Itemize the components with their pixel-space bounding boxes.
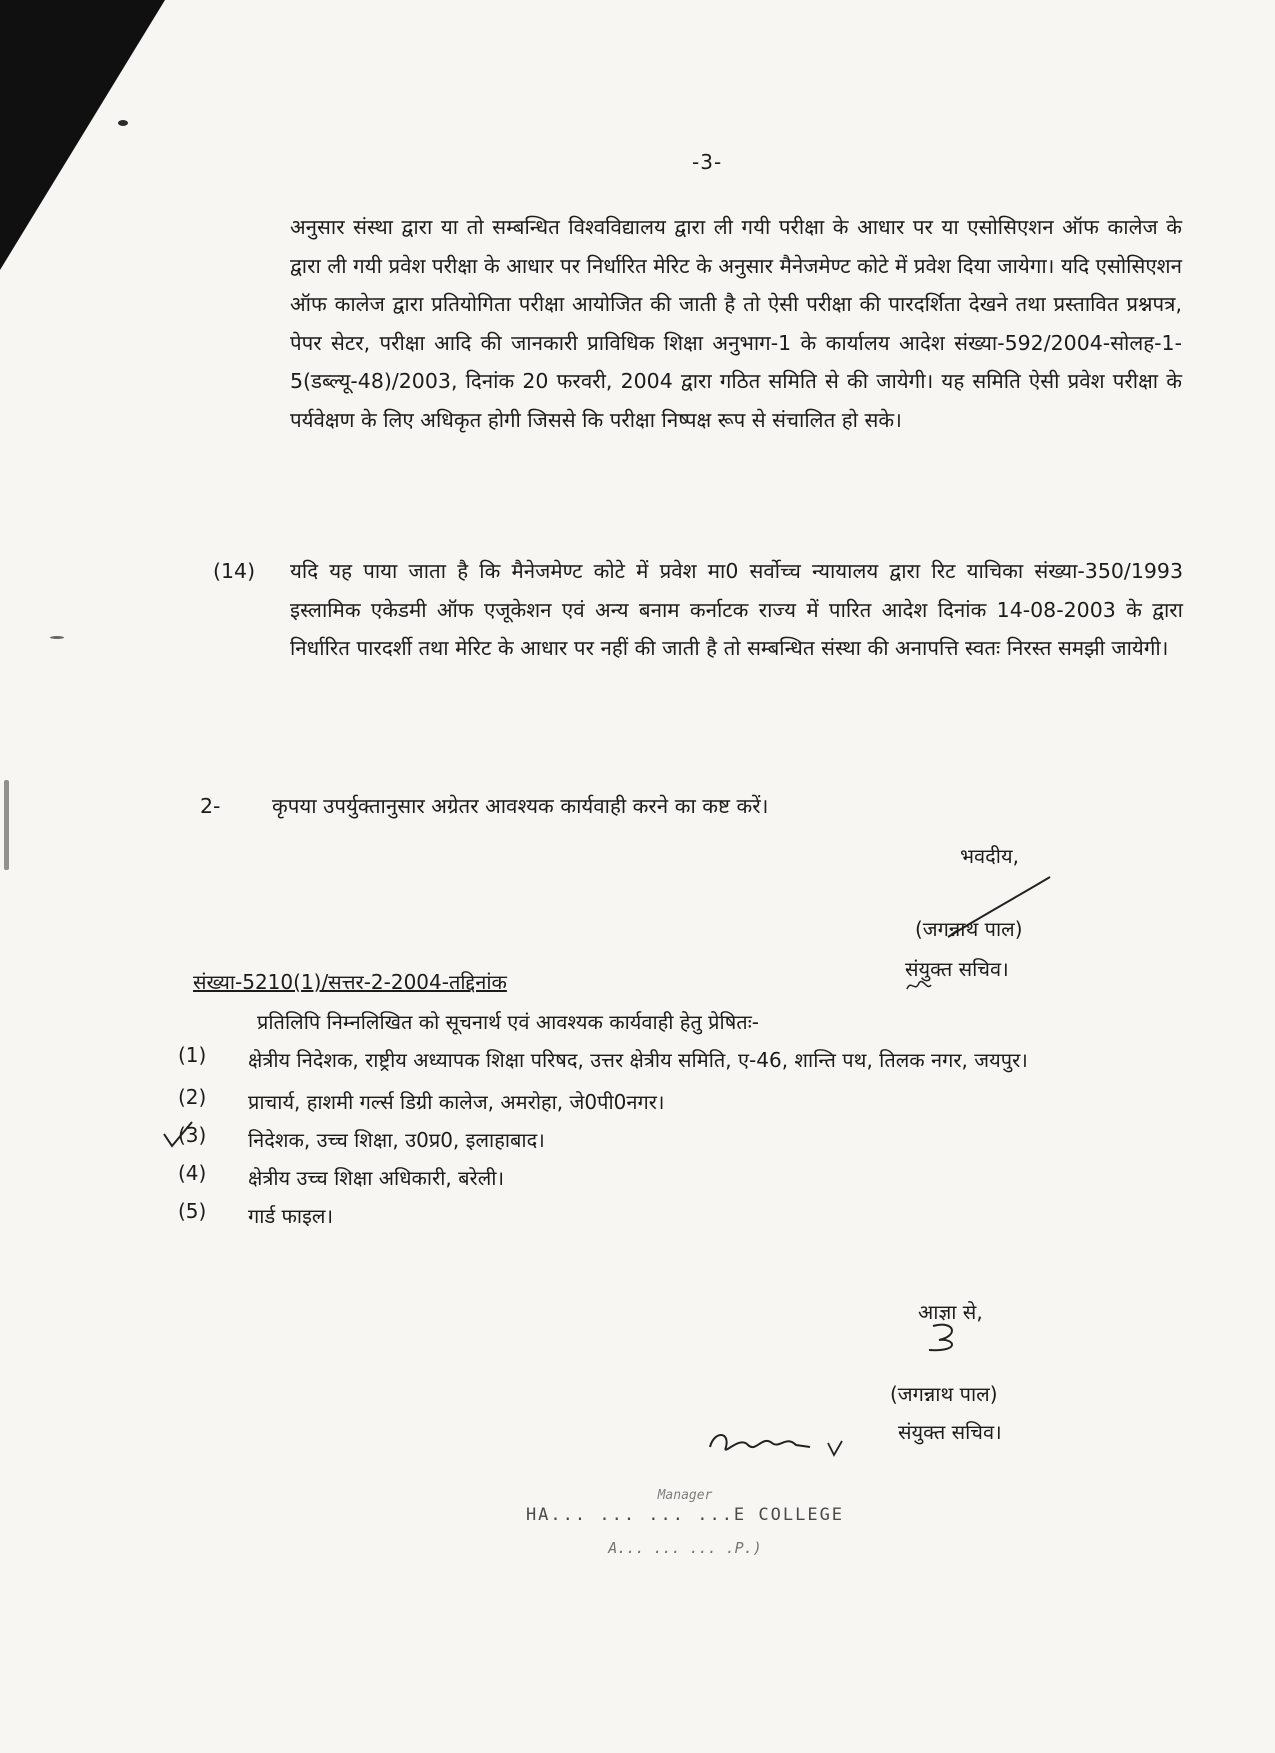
scan-speck (50, 636, 64, 639)
list-item (178, 1043, 1178, 1077)
stamp-line: A... ... ... .P.) (608, 1539, 762, 1557)
list-item-number: (1) (178, 1043, 207, 1067)
clause-text: कृपया उपर्युक्तानुसार अग्रेतर आवश्यक कार्यवाही करने का कष्ट करें। (272, 794, 769, 818)
closing-name: (जगन्नाथ पाल) (915, 917, 1023, 941)
list-item-text: क्षेत्रीय निदेशक, राष्ट्रीय अध्यापक शिक्षा परिषद, उत्तर क्षेत्रीय समिति, ए-46, शान्ति पथ, तिलक नगर, जयपुर। (248, 1048, 1028, 1072)
scan-speck (4, 780, 9, 870)
stamp-line: HA... ... ... ...E COLLEGE (525, 1505, 845, 1525)
list-item (178, 1199, 1178, 1233)
closing-salutation: भवदीय, (960, 844, 1019, 868)
list-item (178, 1161, 1178, 1195)
initial-mark (905, 975, 935, 995)
clause-number: 2- (200, 794, 221, 818)
list-item-number: (5) (178, 1199, 207, 1223)
clause-2 (200, 787, 1180, 827)
clause-14 (213, 552, 1183, 752)
clause-text: यदि यह पाया जाता है कि मैनेजमेण्ट कोटे में प्रवेश मा0 सर्वोच्च न्यायालय द्वारा रिट याचिका संख्या-350/1993 इस्लामिक एकेडमी ऑफ एजूकेशन एवं अन्य बनाम कर्नाटक राज्य में पारित आदेश दिनांक 14-08-2003 के द्वारा निर्धारित पारदर्शी तथा मेरिट के आधार पर नहीं की जाती है तो सम्बन्धित संस्था की अनापत्ति स्वतः निरस्त समझी जायेगी। (290, 559, 1183, 661)
handwritten-initials (700, 1425, 850, 1465)
order-phrase: आज्ञा से, (918, 1300, 983, 1324)
list-item (178, 1085, 1178, 1119)
list-item-number: (2) (178, 1085, 207, 1109)
clause-number: (14) (213, 559, 256, 583)
list-item (178, 1123, 1178, 1157)
list-item-text: प्राचार्य, हाशमी गर्ल्स डिग्री कालेज, अमरोहा, जे0पी0नगर। (248, 1090, 665, 1114)
reference-line: संख्या-5210(1)/सत्तर-2-2004-तद्दिनांक (193, 970, 507, 994)
list-item-text: गार्ड फाइल। (248, 1204, 334, 1228)
order-name: (जगन्नाथ पाल) (890, 1382, 998, 1406)
college-stamp (470, 1488, 900, 1557)
list-item-text: क्षेत्रीय उच्च शिक्षा अधिकारी, बरेली। (248, 1166, 505, 1190)
copy-list (178, 1043, 1178, 1237)
scan-corner-shadow (0, 0, 165, 270)
closing-designation: संयुक्त सचिव। (905, 957, 1009, 981)
scan-speck (118, 120, 128, 126)
signature-mark (925, 1318, 975, 1358)
list-item-text: निदेशक, उच्च शिक्षा, उ0प्र0, इलाहाबाद। (248, 1128, 545, 1152)
page-number: -3- (692, 150, 723, 174)
order-designation: संयुक्त सचिव। (898, 1420, 1002, 1444)
copy-intro: प्रतिलिपि निम्नलिखित को सूचनार्थ एवं आवश्यक कार्यवाही हेतु प्रेषितः- (257, 1010, 759, 1034)
list-item-number: (4) (178, 1161, 207, 1185)
stamp-line: Manager (657, 1488, 713, 1503)
tick-mark (160, 1120, 196, 1150)
paragraph-continuation: अनुसार संस्था द्वारा या तो सम्बन्धित विश्वविद्यालय द्वारा ली गयी परीक्षा के आधार पर या एसोसिएशन ऑफ कालेज के द्वारा ली गयी प्रवेश परीक्षा के आधार पर निर्धारित मेरिट के अनुसार मैनेजमेण्ट कोटे में प्रवेश दिया जायेगा। यदि एसोसिएशन ऑफ कालेज द्वारा प्रतियोगिता परीक्षा आयोजित की जाती है तो ऐसी परीक्षा की पारदर्शिता देखने तथा प्रस्तावित प्रश्नपत्र, पेपर सेटर, परीक्षा आदि की जानकारी प्राविधिक शिक्षा अनुभाग-1 के कार्यालय आदेश संख्या-592/2004-सोलह-1-5(डब्ल्यू-48)/2003, दिनांक 20 फरवरी, 2004 द्वारा गठित समिति से की जायेगी। यह समिति ऐसी प्रवेश परीक्षा के पर्यवेक्षण के लिए अधिकृत होगी जिससे कि परीक्षा निष्पक्ष रूप से संचालित हो सके। (290, 215, 1182, 432)
list-item-number: (3) (178, 1123, 207, 1147)
